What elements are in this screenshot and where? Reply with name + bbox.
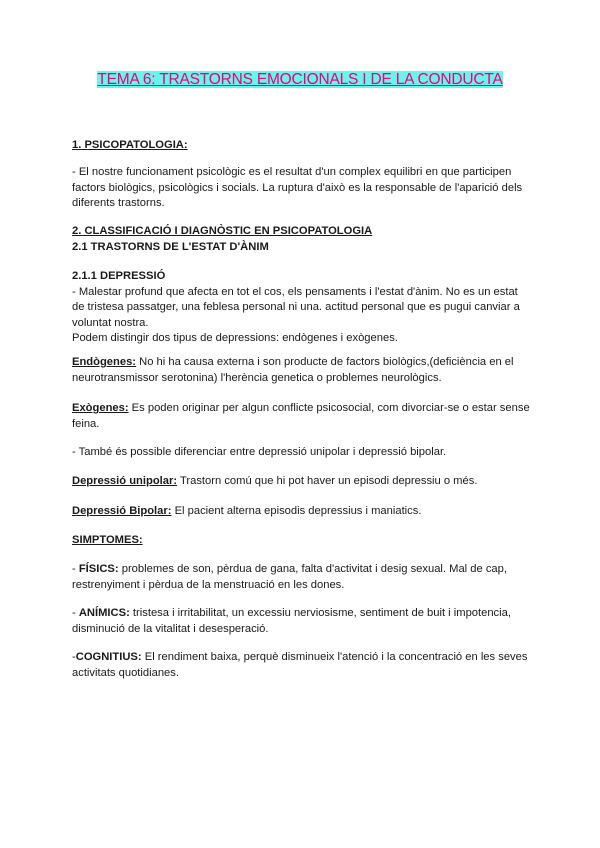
paragraph: Podem distingir dos tipus de depressions: endògenes i exògenes. bbox=[72, 332, 398, 345]
document-title-line bbox=[0, 71, 600, 89]
document-title: TEMA 6: TRASTORNS EMOCIONALS I DE LA CONDUCTA bbox=[97, 71, 503, 88]
symptom-fisics bbox=[72, 562, 532, 593]
section-classificacio bbox=[72, 224, 532, 255]
paragraph: - El nostre funcionament psicològic es el resultat d'un complex equilibri en que participen factors biològics, psicològics i socials. La ruptura d'això es la responsable de l'aparició dels diferents trastorns. bbox=[72, 166, 523, 210]
symptom-animics bbox=[72, 606, 532, 637]
symptom-cognitius bbox=[72, 650, 532, 681]
term: Endògenes: bbox=[72, 356, 137, 368]
section-heading: SIMPTOMES: bbox=[72, 534, 143, 546]
paragraph: - Malestar profund que afecta en tot el cos, els pensaments i l'estat d'ànim. No es un estat de tristesa passatger, una feblesa personal ni una. actitud personal que es pugui canviar a voluntat nostra. bbox=[72, 285, 520, 329]
section-depressio bbox=[72, 269, 532, 347]
unipolar-definition bbox=[72, 474, 532, 490]
definition: tristesa i irritabilitat, un excessiu nerviosisme, sentiment de buit i impotencia, disminució de la vitalitat i desesperació. bbox=[72, 607, 511, 635]
definition: Trastorn comú que hi pot haver un episodi depressiu o més. bbox=[177, 475, 478, 487]
symptoms-heading bbox=[72, 533, 532, 549]
section-heading: 1. PSICOPATOLOGIA: bbox=[72, 139, 188, 151]
section-psicopatologia bbox=[72, 138, 532, 154]
definition: problemes de son, pèrdua de gana, falta d'activitat i desig sexual. Mal de cap, restrenyiment i pèrdua de la menstruació en les dones. bbox=[72, 563, 507, 591]
paragraph: - També és possible diferenciar entre depressió unipolar i depressió bipolar. bbox=[72, 446, 447, 458]
bullet: - bbox=[72, 607, 79, 619]
bipolar-definition bbox=[72, 504, 532, 520]
definition: El pacient alterna episodis depressius i maniatics. bbox=[171, 505, 422, 517]
section-heading: 2. CLASSIFICACIÓ I DIAGNÒSTIC EN PSICOPATOLOGIA bbox=[72, 225, 373, 237]
exogenes-definition bbox=[72, 401, 532, 432]
definition: El rendiment baixa, perquè disminueix l'atenció i la concentració en les seves activitats quotidianes. bbox=[72, 651, 528, 679]
subsubsection-heading: 2.1.1 DEPRESSIÓ bbox=[72, 270, 166, 282]
subsection-heading: 2.1 TRASTORNS DE L'ESTAT D'ÀNIM bbox=[72, 240, 269, 253]
term: Exògenes: bbox=[72, 402, 129, 414]
term: Depressió unipolar: bbox=[72, 475, 178, 487]
term: ANÍMICS: bbox=[78, 607, 130, 619]
unipolar-bipolar-intro bbox=[72, 445, 532, 461]
term: Depressió Bipolar: bbox=[72, 505, 172, 517]
bullet: - bbox=[72, 563, 79, 575]
definition: Es poden originar per algun conflicte psicosocial, com divorciar-se o estar sense feina. bbox=[72, 402, 530, 430]
bullet: - bbox=[72, 651, 76, 663]
definition: No hi ha causa externa i son producte de factors biològics,(deficiència en el neurotransmissor serotonina) l'herència genetica o problemes neurològics. bbox=[72, 356, 514, 384]
term: FÍSICS: bbox=[78, 563, 119, 575]
section-body bbox=[72, 165, 532, 212]
term: COGNITIUS: bbox=[75, 651, 142, 663]
endogenes-definition bbox=[72, 355, 532, 386]
